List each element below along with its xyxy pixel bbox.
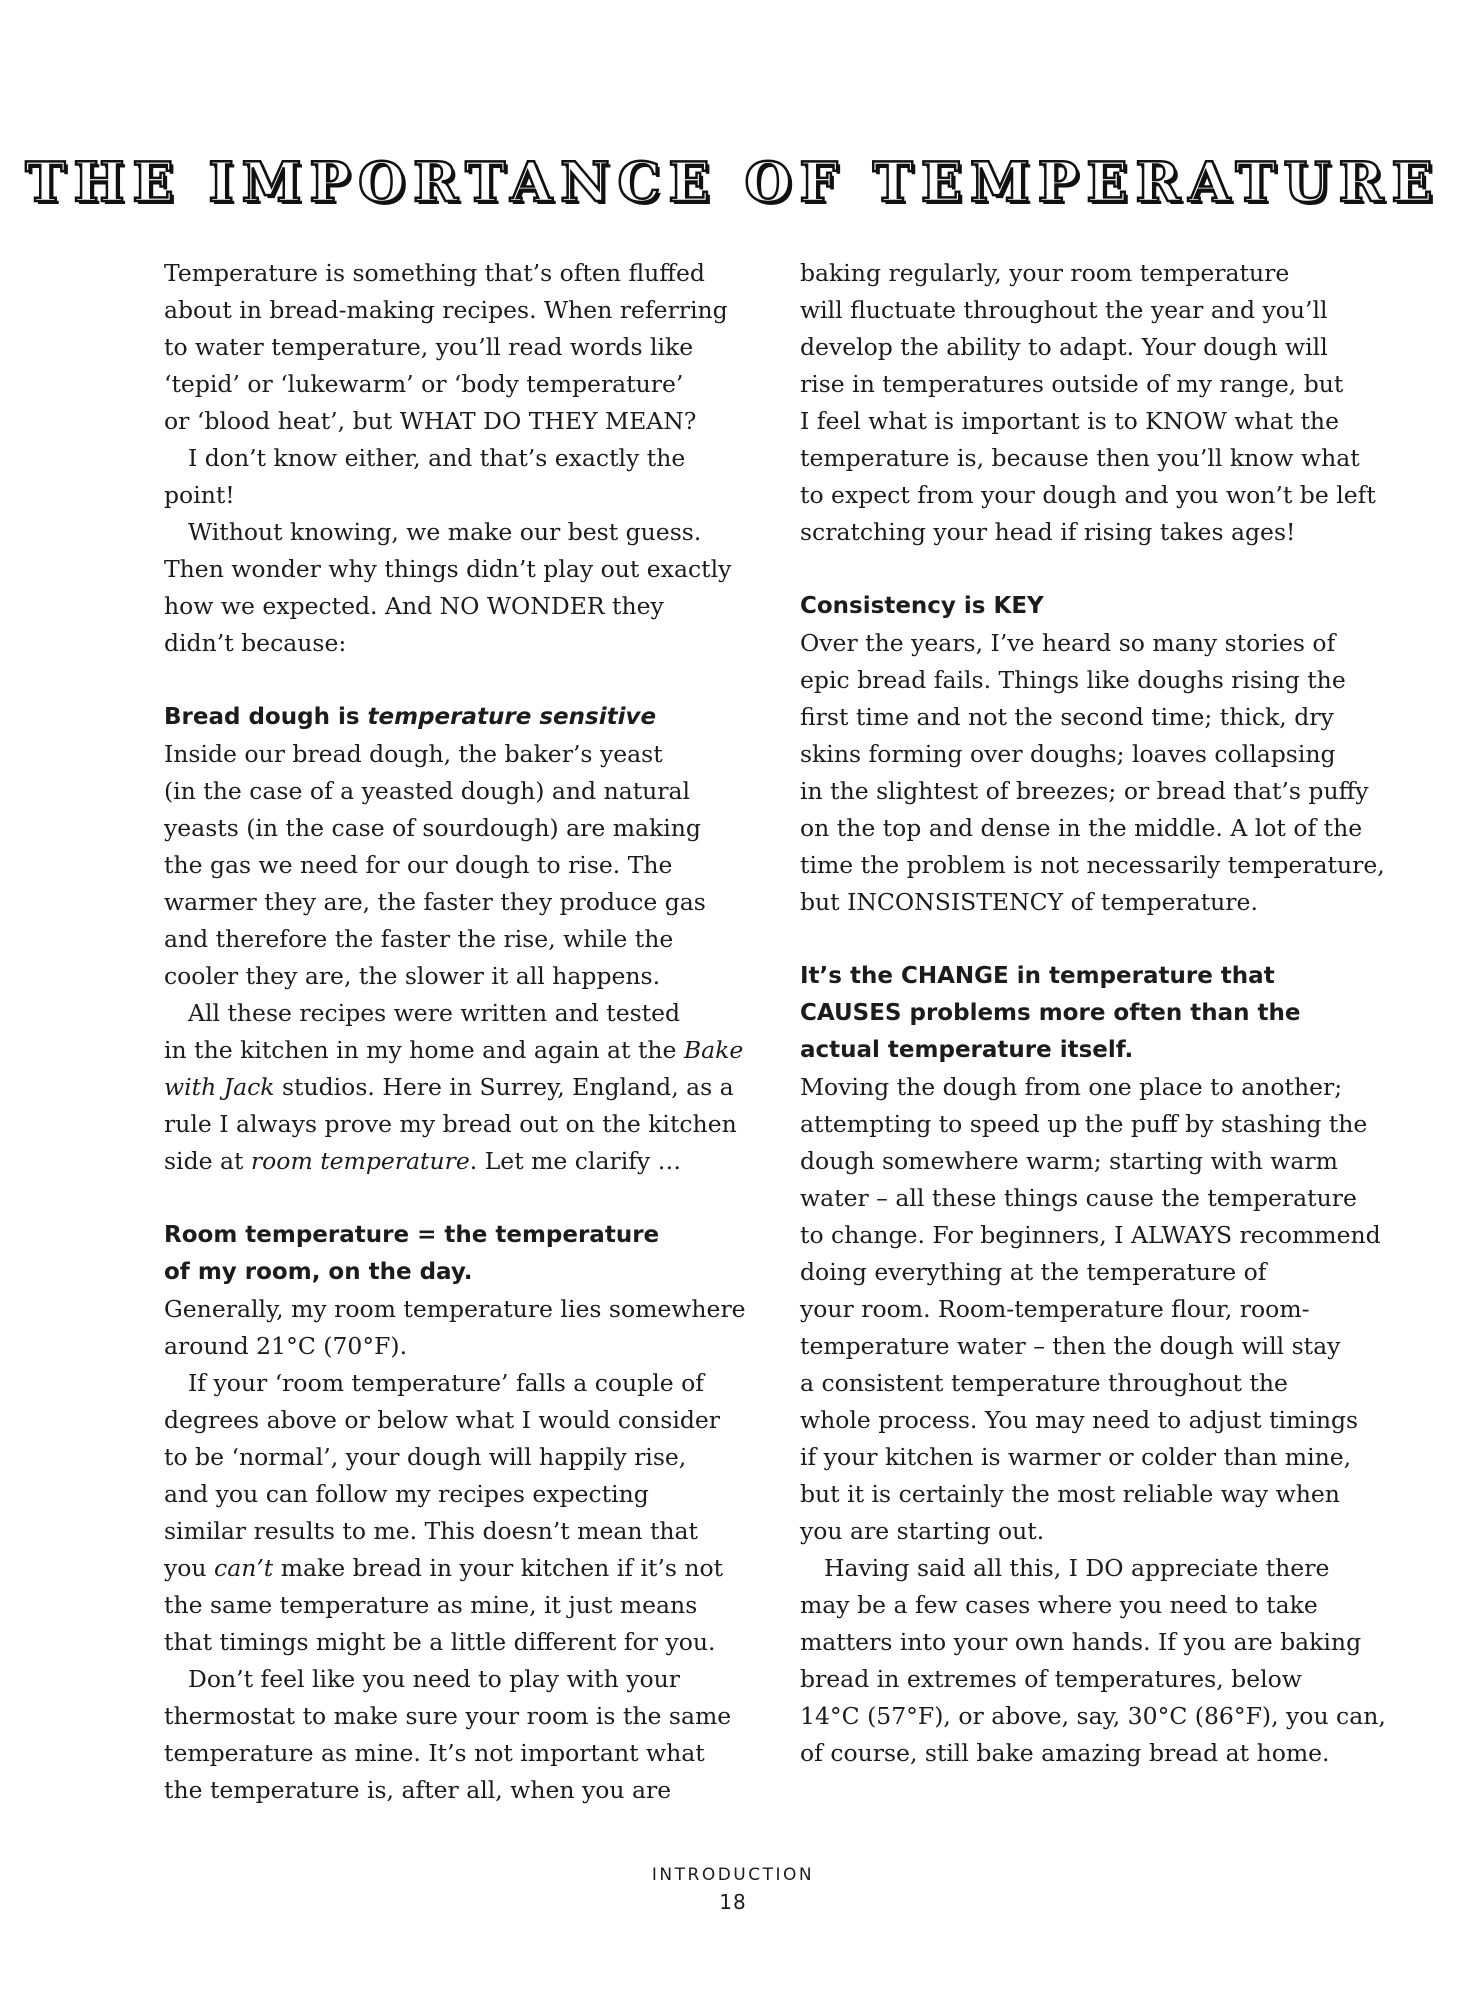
paragraph	[164, 1661, 754, 1809]
section-heading: It’s the CHANGE in temperature that CAUSES problems more often than the actual temperature itself.	[800, 963, 1301, 1063]
text-line: to change. For beginners, I ALWAYS recommend	[800, 1221, 1381, 1249]
section-heading: Bread dough is temperature sensitive	[164, 704, 657, 730]
text-line: or ‘blood heat’, but WHAT DO THEY MEAN?	[164, 407, 697, 435]
text-line: ‘tepid’ or ‘lukewarm’ or ‘body temperature’	[164, 370, 684, 398]
page-title: THE IMPORTANCE OF TEMPERATURE	[25, 150, 1441, 214]
paragraph: If your ‘room temperature’ falls a couple of degrees above or below what I would consider to be ‘normal’, your dough will happily rise, and you can follow my recipes expecting similar results to me. This doesn’t mean that you can’t make bread in your kitchen if it’s not the same temperature as mine, it just means that timings might be a little different for you.	[164, 1369, 724, 1656]
text-line: a consistent temperature throughout the	[800, 1369, 1288, 1397]
text-line: Generally, my room temperature lies somewhere	[164, 1295, 746, 1323]
text-line: may be a few cases where you need to take	[800, 1591, 1318, 1619]
text-line: thermostat to make sure your room is the same	[164, 1702, 732, 1730]
section-heading: Consistency is KEY	[800, 593, 1044, 619]
text-line: to expect from your dough and you won’t be left	[800, 481, 1376, 509]
text-line: to be ‘normal’, your dough will happily rise,	[164, 1443, 687, 1471]
text-line: Then wonder why things didn’t play out exactly	[164, 555, 732, 583]
text-line: Don’t feel like you need to play with your	[188, 1665, 680, 1693]
right-column	[800, 255, 1390, 1772]
text-line: dough somewhere warm; starting with warm	[800, 1147, 1338, 1175]
text-line: similar results to me. This doesn’t mean that	[164, 1517, 698, 1545]
text-line: rise in temperatures outside of my range, but	[800, 370, 1344, 398]
text-line: the same temperature as mine, it just means	[164, 1591, 698, 1619]
text-line: Inside our bread dough, the baker’s yeast	[164, 740, 663, 768]
paragraph	[164, 440, 754, 514]
text-line: your room. Room-temperature flour, room-	[800, 1295, 1310, 1323]
left-column	[164, 255, 754, 1809]
text-line: and therefore the faster the rise, while the	[164, 925, 674, 953]
text-line: 14°C (57°F), or above, say, 30°C (86°F), you can,	[800, 1702, 1386, 1730]
text-line: scratching your head if rising takes ages!	[800, 518, 1296, 546]
paragraph	[800, 1069, 1390, 1550]
text-line: warmer they are, the faster they produce gas	[164, 888, 706, 916]
paragraph	[164, 1291, 754, 1365]
text-line: cooler they are, the slower it all happens.	[164, 962, 661, 990]
text-line: that timings might be a little different for you.	[164, 1628, 716, 1656]
text-line: about in bread-making recipes. When referring	[164, 296, 728, 324]
text-line: All these recipes were written and tested	[188, 999, 681, 1027]
text-line: Over the years, I’ve heard so many stories of	[800, 629, 1336, 657]
text-line: baking regularly, your room temperature	[800, 259, 1290, 287]
text-line: time the problem is not necessarily temperature,	[800, 851, 1385, 879]
paragraph	[164, 736, 754, 995]
text-line: how we expected. And NO WONDER they	[164, 592, 664, 620]
text-line: Temperature is something that’s often fluffed	[164, 259, 705, 287]
text-line: of course, still bake amazing bread at home.	[800, 1739, 1330, 1767]
text-line: first time and not the second time; thick, dry	[800, 703, 1334, 731]
text-line: will fluctuate throughout the year and you’ll	[800, 296, 1328, 324]
text-line: I feel what is important is to KNOW what the	[800, 407, 1339, 435]
paragraph	[800, 1550, 1390, 1772]
text-line: temperature as mine. It’s not important what	[164, 1739, 705, 1767]
text-line: yeasts (in the case of sourdough) are making	[164, 814, 701, 842]
text-line: to water temperature, you’ll read words like	[164, 333, 694, 361]
text-line: (in the case of a yeasted dough) and natural	[164, 777, 691, 805]
text-line: attempting to speed up the puff by stashing the	[800, 1110, 1368, 1138]
text-line: rule I always prove my bread out on the kitchen	[164, 1110, 737, 1138]
text-line: I don’t know either, and that’s exactly the point!	[164, 444, 686, 509]
page-number: 18	[719, 1890, 747, 1914]
paragraph: All these recipes were written and tested in the kitchen in my home and again at the Bake with Jack studios. Here in Surrey, England, as a rule I always prove my bread out on the kitchen side at room temperature. Let me clarify …	[164, 999, 744, 1175]
text-line: Having said all this, I DO appreciate there	[824, 1554, 1330, 1582]
paragraph	[800, 255, 1390, 551]
text-line: you are starting out.	[800, 1517, 1045, 1545]
text-line: whole process. You may need to adjust timings	[800, 1406, 1359, 1434]
text-line: but it is certainly the most reliable way when	[800, 1480, 1340, 1508]
page-footer	[0, 1862, 1466, 1916]
text-line: develop the ability to adapt. Your dough will	[800, 333, 1328, 361]
text-line: on the top and dense in the middle. A lot of the	[800, 814, 1363, 842]
text-line: around 21°C (70°F).	[164, 1332, 408, 1360]
text-line: didn’t because:	[164, 629, 347, 657]
text-line: bread in extremes of temperatures, below	[800, 1665, 1302, 1693]
text-line: If your ‘room temperature’ falls a couple of	[188, 1369, 704, 1397]
text-line: doing everything at the temperature of	[800, 1258, 1267, 1286]
paragraph	[164, 514, 754, 662]
text-line: Without knowing, we make our best guess.	[188, 518, 702, 546]
text-line: temperature water – then the dough will stay	[800, 1332, 1341, 1360]
paragraph	[800, 625, 1390, 921]
text-line: matters into your own hands. If you are baking	[800, 1628, 1362, 1656]
text-line: but INCONSISTENCY of temperature.	[800, 888, 1258, 916]
text-line: the gas we need for our dough to rise. The	[164, 851, 673, 879]
text-line: if your kitchen is warmer or colder than mine,	[800, 1443, 1352, 1471]
text-line: skins forming over doughs; loaves collapsing	[800, 740, 1336, 768]
text-line: in the slightest of breezes; or bread that’s puffy	[800, 777, 1369, 805]
paragraph	[164, 255, 754, 440]
text-line: temperature is, because then you’ll know what	[800, 444, 1360, 472]
section-heading: Room temperature = the temperature of my room, on the day.	[164, 1222, 660, 1285]
text-line: Moving the dough from one place to another;	[800, 1073, 1343, 1101]
text-line: and you can follow my recipes expecting	[164, 1480, 649, 1508]
text-line: epic bread fails. Things like doughs rising the	[800, 666, 1346, 694]
text-line: degrees above or below what I would consider	[164, 1406, 721, 1434]
section-label: INTRODUCTION	[651, 1865, 815, 1885]
text-line: the temperature is, after all, when you are	[164, 1776, 672, 1804]
text-line: water – all these things cause the temperature	[800, 1184, 1357, 1212]
